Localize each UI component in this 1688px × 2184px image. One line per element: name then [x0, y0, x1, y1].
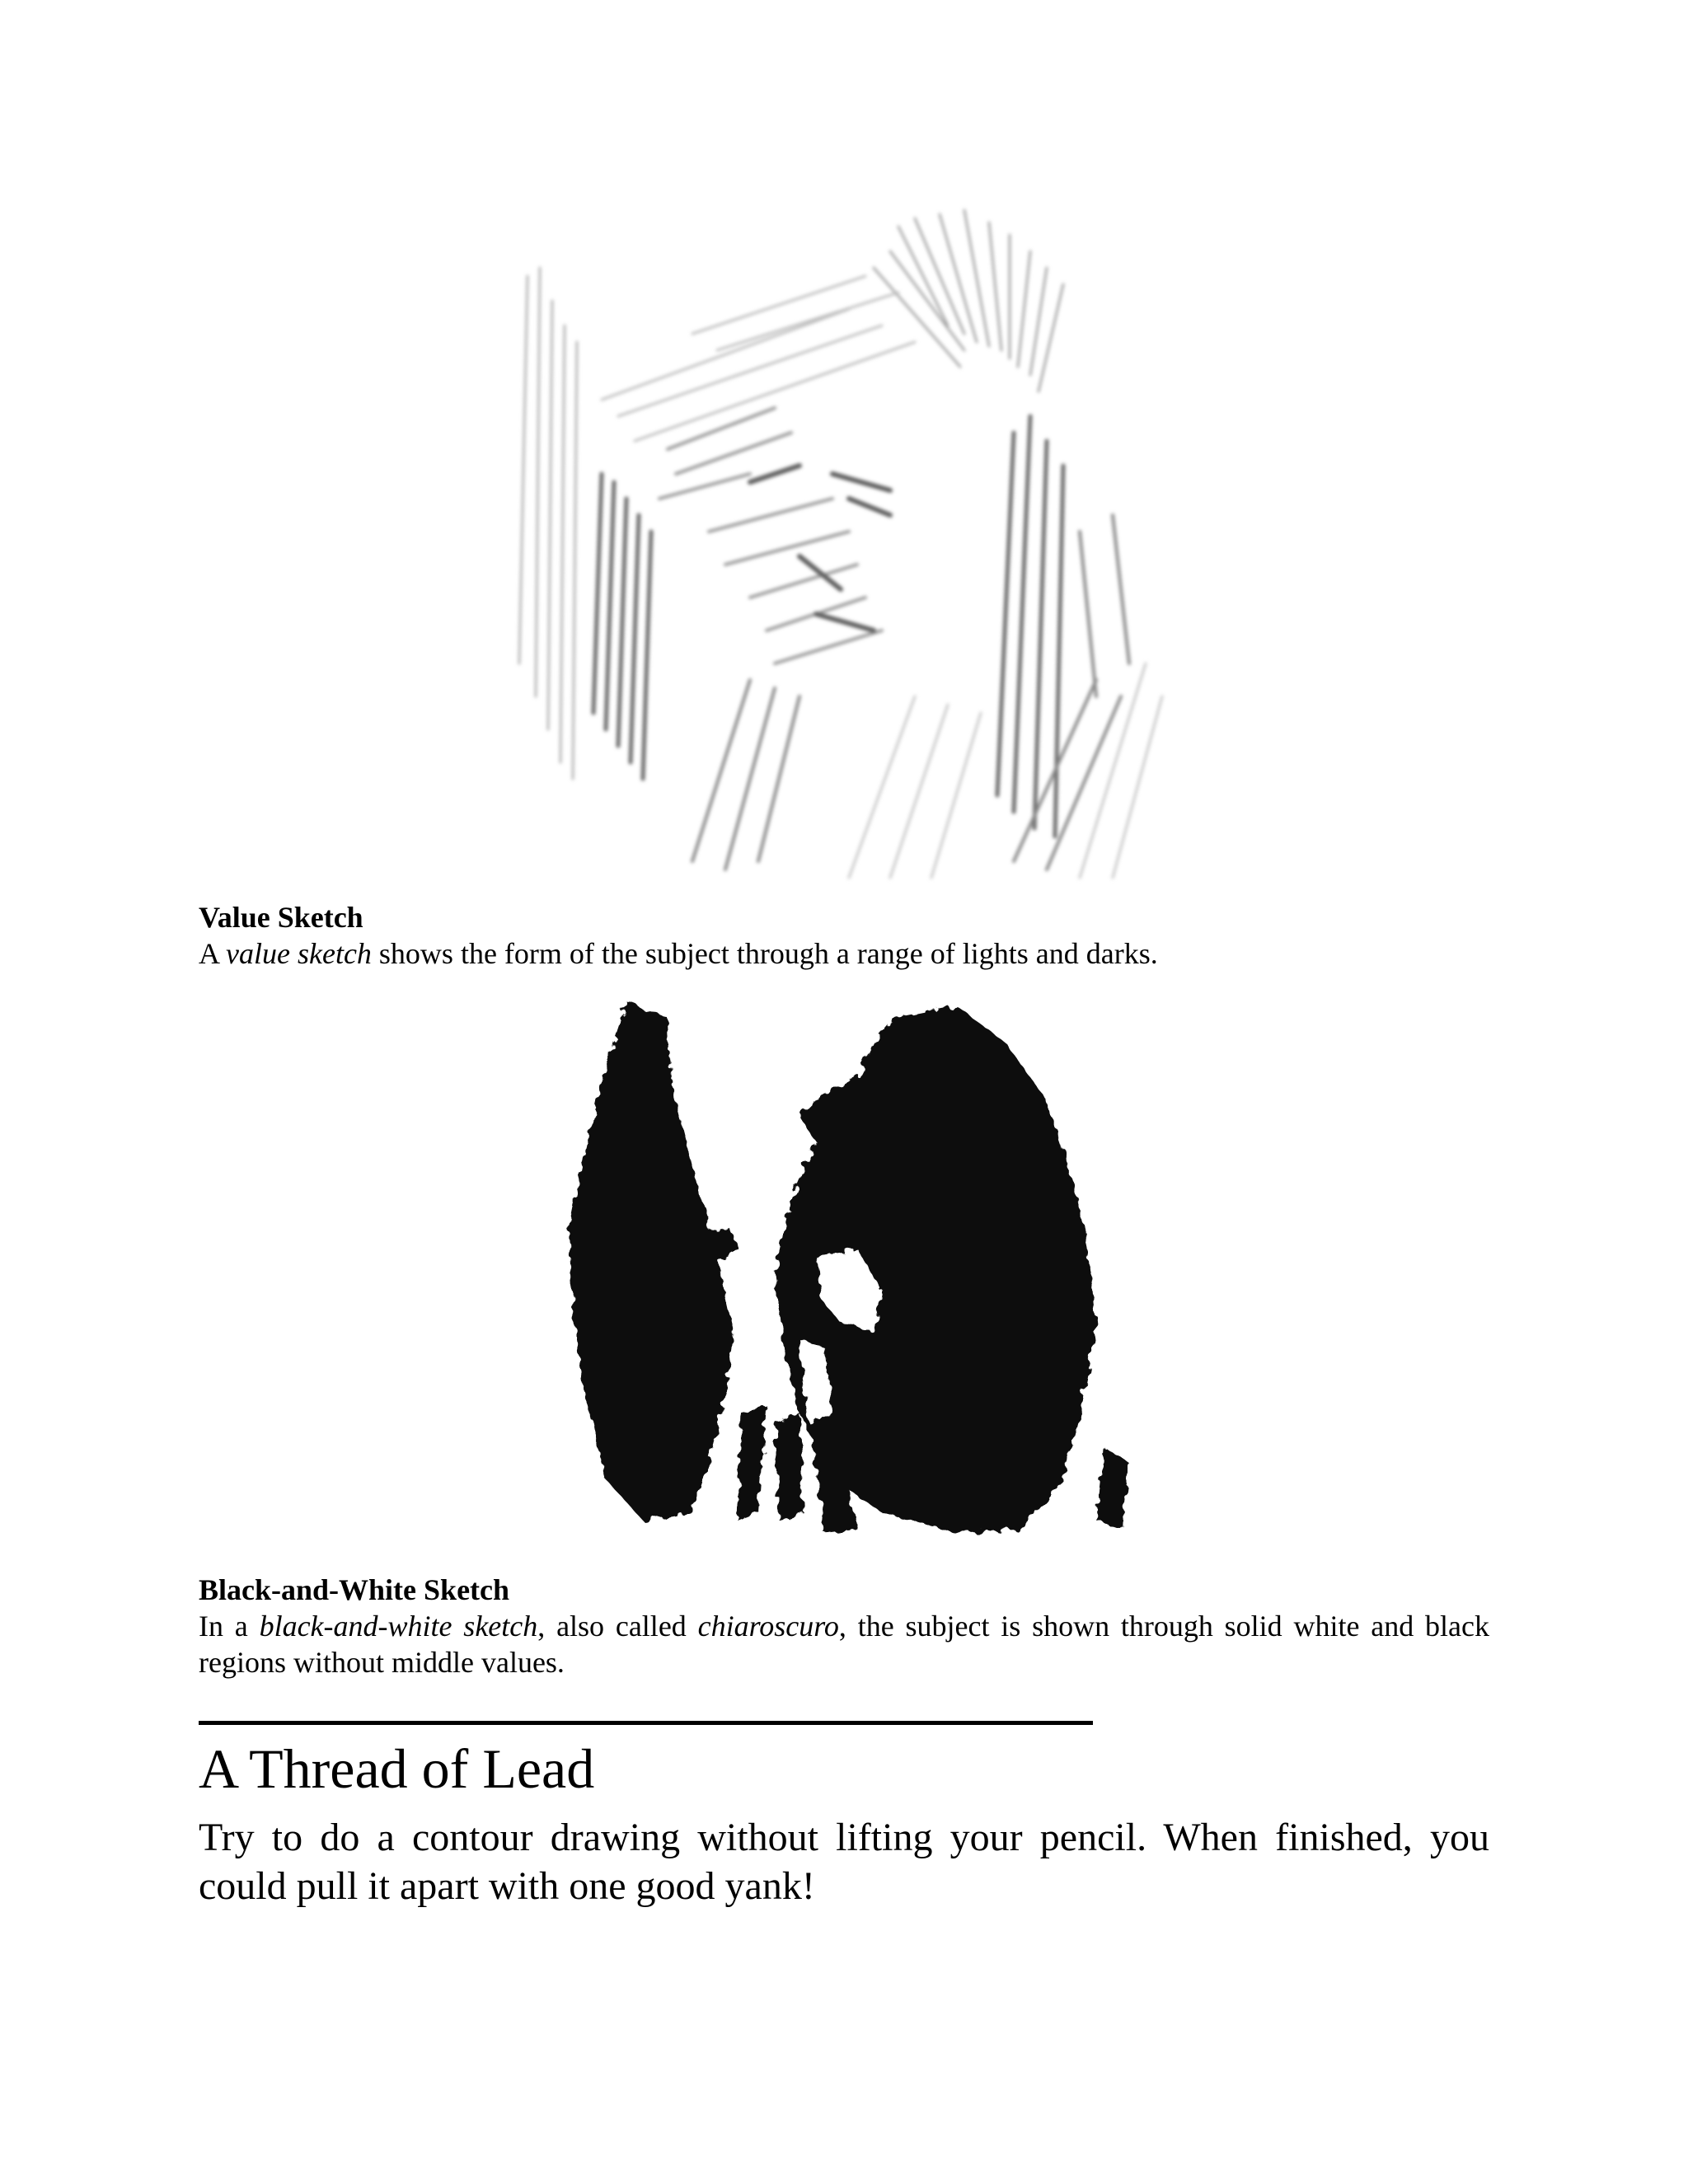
value-sketch-illustration — [503, 202, 1195, 886]
bw-sketch-text-part: In a — [199, 1610, 260, 1643]
bw-sketch-title: Black-and-White Sketch — [199, 1573, 510, 1606]
chiaroscuro-term: chiaroscuro — [697, 1610, 839, 1643]
bw-sketch-text-part: , also called — [537, 1610, 698, 1643]
section-divider — [199, 1721, 1093, 1725]
value-sketch-term: value sketch — [226, 937, 372, 970]
bw-sketch-text-part: , the subject is shown through solid white and black regions without middle values. — [199, 1610, 1489, 1679]
bw-sketch-description — [199, 1608, 1489, 1680]
value-sketch-description — [199, 935, 1489, 972]
value-sketch-text-part: A — [199, 937, 227, 970]
black-and-white-sketch-illustration — [528, 985, 1179, 1554]
section-body: Try to do a contour drawing without lifting your pencil. When finished, you could pull it apart with one good yank! — [199, 1816, 1489, 1908]
section-heading: A Thread of Lead — [199, 1737, 595, 1800]
value-sketch-title: Value Sketch — [199, 901, 363, 934]
bw-sketch-term: black-and-white sketch — [259, 1610, 538, 1643]
value-sketch-text-part: shows the form of the subject through a range of lights and darks. — [371, 937, 1158, 970]
